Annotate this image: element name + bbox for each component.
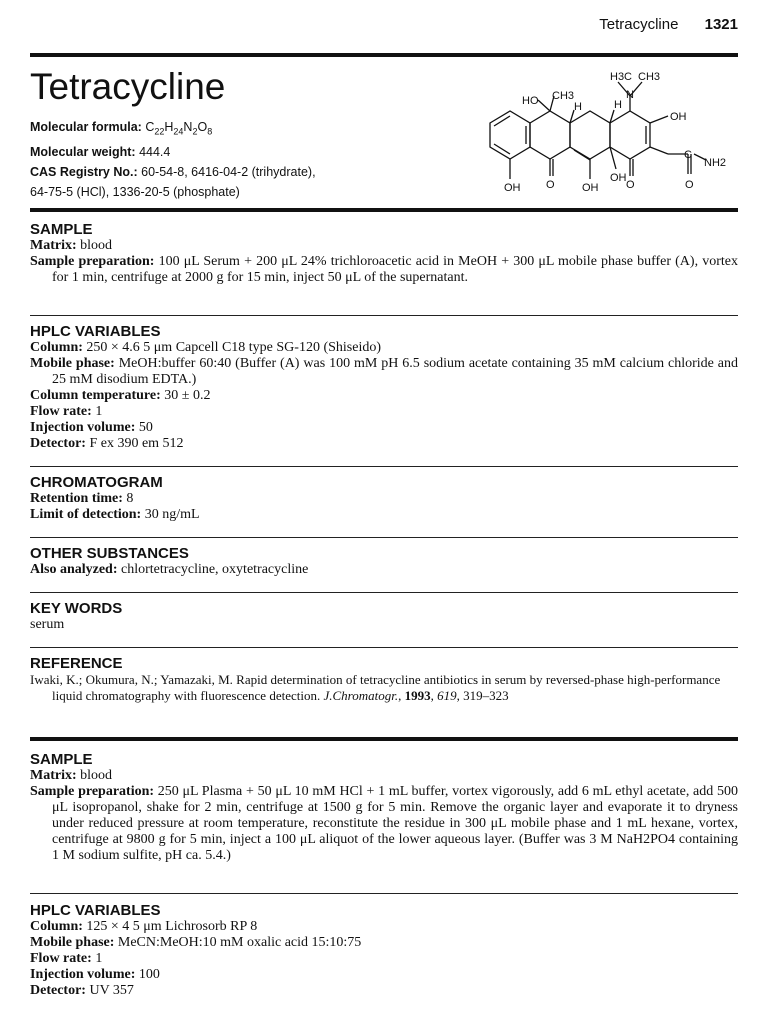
mobile-phase-value: MeCN:MeOH:10 mM oxalic acid 15:10:75 (117, 935, 362, 950)
also-analyzed-label: Also analyzed: (30, 562, 118, 577)
column-value: 125 × 4 5 μm Lichrosorb RP 8 (86, 919, 258, 934)
page-number: 1321 (704, 16, 738, 33)
label-n: N (626, 89, 634, 101)
label-oh-right: OH (670, 111, 687, 123)
divider (30, 647, 738, 648)
cas-label: CAS Registry No.: (30, 164, 138, 179)
label-nh2: NH2 (704, 157, 727, 169)
divider (30, 592, 738, 593)
section-heading: REFERENCE (30, 655, 123, 672)
ring-b (530, 111, 570, 159)
mobile-phase-value: MeOH:buffer 60:40 (Buffer (A) was 100 mM pH 6.5 sodium acetate containing 35 mM calcium chloride and 25 mM disodium EDTA.) (52, 356, 739, 387)
formula-value: $C_{22}H_{24}N_2O_8$ (145, 120, 213, 137)
weight-line (30, 142, 316, 162)
prep-line (30, 784, 738, 864)
matrix-line (30, 238, 738, 254)
section-rule-middle (30, 737, 738, 741)
prep-value: 100 μL Serum + 200 μL 24% trichloroacetic acid in MeOH + 300 μL mobile phase buffer (A), vortex for 1 min, centrifuge at 2000 g for 15 min, inject 50 μL of the supernatant. (52, 254, 738, 285)
weight-label: Molecular weight: (30, 144, 136, 159)
matrix-label: Matrix: (30, 238, 77, 253)
lod-line (30, 507, 738, 523)
prep-label: Sample preparation: (30, 784, 155, 799)
ring-a (490, 111, 530, 159)
method1-hplc-section (30, 323, 738, 452)
reference-volume: 619 (437, 688, 457, 703)
detector-value: UV 357 (89, 983, 134, 998)
matrix-label: Matrix: (30, 768, 77, 783)
ring-d (610, 111, 650, 159)
prep-line (30, 254, 738, 286)
compound-title: Tetracycline (30, 66, 226, 107)
flow-rate-value: 1 (95, 404, 103, 419)
matrix-line (30, 768, 738, 784)
column-label: Column: (30, 340, 83, 355)
detector-value: F ex 390 em 512 (89, 436, 184, 451)
label-h1: H (574, 101, 582, 113)
retention-time-label: Retention time: (30, 491, 123, 506)
section-heading: OTHER SUBSTANCES (30, 545, 189, 562)
injection-volume-label: Injection volume: (30, 967, 136, 982)
matrix-value: blood (80, 768, 113, 783)
section-heading: HPLC VARIABLES (30, 902, 161, 919)
column-temp-value: 30 ± 0.2 (164, 388, 211, 403)
label-oh-b1: OH (504, 182, 521, 194)
label-oh-b3: OH (610, 172, 627, 184)
mobile-phase-line (30, 935, 738, 951)
label-ch3-top: CH3 (638, 71, 661, 83)
reference-pages: 319–323 (463, 688, 509, 703)
method2-sample-section (30, 751, 738, 864)
section-rule-top (30, 208, 738, 212)
label-h3c: H3C (610, 71, 633, 83)
lod-value: 30 ng/mL (144, 507, 200, 522)
column-temp-label: Column temperature: (30, 388, 161, 403)
compound-metadata (30, 117, 316, 202)
method1-sample-section (30, 221, 738, 286)
label-ho: HO (522, 95, 539, 107)
keywords-value: serum (30, 617, 65, 632)
column-label: Column: (30, 919, 83, 934)
retention-time-value: 8 (126, 491, 134, 506)
weight-value: 444.4 (139, 144, 171, 159)
matrix-value: blood (80, 238, 113, 253)
injection-volume-value: 100 (138, 967, 160, 982)
column-line (30, 919, 738, 935)
section-heading: HPLC VARIABLES (30, 323, 161, 340)
detector-line (30, 436, 738, 452)
mobile-phase-line (30, 356, 738, 388)
running-head-title: Tetracycline (599, 16, 679, 33)
section-heading: CHROMATOGRAM (30, 474, 163, 491)
flow-rate-value: 1 (95, 951, 103, 966)
injection-volume-label: Injection volume: (30, 420, 136, 435)
method1-other-substances-section (30, 545, 738, 578)
mobile-phase-label: Mobile phase: (30, 935, 115, 950)
formula-line (30, 117, 316, 142)
label-c: C (684, 149, 692, 161)
retention-time-line (30, 491, 738, 507)
prep-label: Sample preparation: (30, 254, 155, 269)
flow-rate-label: Flow rate: (30, 951, 92, 966)
formula-label: Molecular formula: (30, 120, 142, 134)
label-oh-b2: OH (582, 182, 599, 194)
divider (30, 893, 738, 894)
method1-keywords-section (30, 600, 738, 633)
method1-reference-section (30, 655, 738, 704)
cas-line (30, 162, 316, 182)
section-heading: SAMPLE (30, 751, 93, 768)
section-heading: KEY WORDS (30, 600, 123, 617)
label-ch3: CH3 (552, 90, 575, 102)
detector-label: Detector: (30, 983, 86, 998)
also-analyzed-value: chlortetracycline, oxytetracycline (121, 562, 309, 577)
label-h2: H (614, 99, 622, 111)
column-line (30, 340, 738, 356)
chemical-structure-diagram (478, 66, 738, 202)
injection-volume-line (30, 420, 738, 436)
top-rule (30, 53, 738, 57)
cas-value-1: 60-54-8, 6416-04-2 (trihydrate), (141, 164, 316, 179)
label-o-b3: O (685, 179, 694, 191)
also-analyzed-line (30, 562, 738, 578)
detector-label: Detector: (30, 436, 86, 451)
injection-volume-line (30, 967, 738, 983)
detector-line (30, 983, 738, 999)
divider (30, 315, 738, 316)
mobile-phase-label: Mobile phase: (30, 356, 115, 371)
divider (30, 466, 738, 467)
divider (30, 537, 738, 538)
flow-rate-line (30, 404, 738, 420)
reference-journal: J.Chromatogr. (323, 688, 399, 703)
label-o-b2: O (626, 179, 635, 191)
reference-text: Iwaki, K.; Okumura, N.; Yamazaki, M. Rapid determination of tetracycline antibiotics in serum by reversed-phase high-performance liquid chromatography with fluorescence detection. (30, 672, 721, 703)
label-o-b1: O (546, 179, 555, 191)
injection-volume-value: 50 (138, 420, 153, 435)
lod-label: Limit of detection: (30, 507, 142, 522)
flow-rate-label: Flow rate: (30, 404, 92, 419)
reference-citation: Iwaki, K.; Okumura, N.; Yamazaki, M. Rapid determination of tetracycline antibiotics in serum by reversed-phase high-performance liquid chromatography with fluorescence detection. J.Chromatogr., 1993, 619, 319–323 (30, 672, 721, 703)
section-heading: SAMPLE (30, 221, 93, 238)
flow-rate-line (30, 951, 738, 967)
column-temp-line (30, 388, 738, 404)
method2-hplc-section (30, 902, 738, 999)
reference-year: 1993 (404, 688, 431, 703)
prep-value: 250 μL Plasma + 50 μL 10 mM HCl + 1 mL buffer, vortex vigorously, add 6 mL ethyl acetate, add 500 μL isopropanol, shake for 2 min, centrifuge at 1500 g for 5 min. Remove the organic layer and evaporate it to dryness under reduced pressure at room temperature, reconstitute the residue in 300 μL mobile phase and 1 mL hexane, vortex, centrifuge at 9800 g for 5 min, inject a 100 μL aliquot of the lower aqueous layer. (Buffer was 3 M NaH2PO4 containing 1 M sodium sulfite, pH ca. 5.4.) (52, 784, 739, 863)
running-head (599, 16, 738, 33)
method1-chromatogram-section (30, 474, 738, 523)
column-value: 250 × 4.6 5 μm Capcell C18 type SG-120 (Shiseido) (86, 340, 382, 355)
cas-value-2: 64-75-5 (HCl), 1336-20-5 (phosphate) (30, 184, 240, 199)
